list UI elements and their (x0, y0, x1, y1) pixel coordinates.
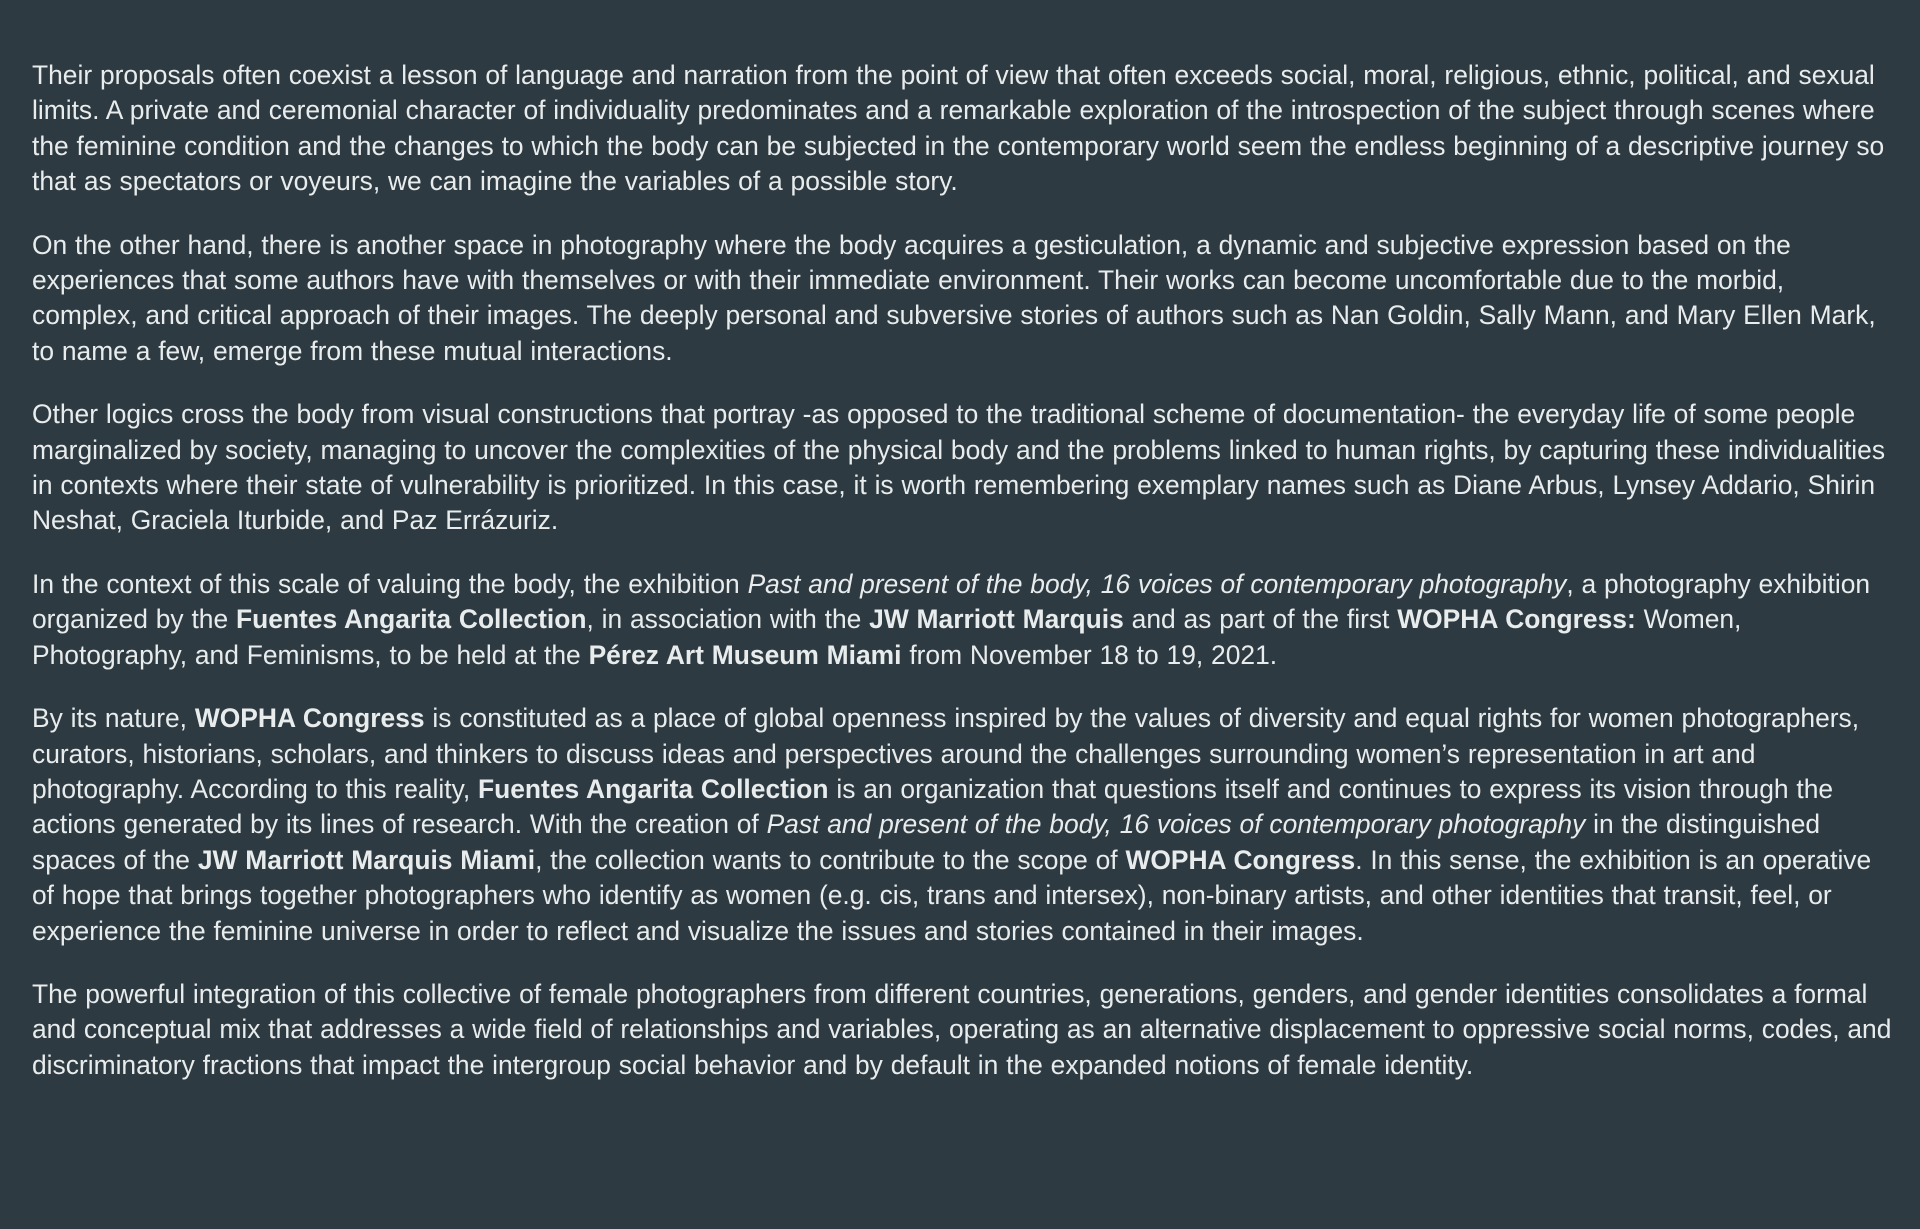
paragraph-4-text: Women, Photography, and Feminisms, to be held at the (32, 604, 1742, 670)
paragraph-4-text: from November 18 to 19, 2021. (901, 639, 1278, 670)
exhibition-title: Past and present of the body, 16 voices of contemporary photography (747, 568, 1567, 599)
hotel-name: JW Marriott Marquis (869, 604, 1124, 635)
paragraph-2: On the other hand, there is another space in photography where the body acquires a gesticulation, a dynamic and subjective expression based on the experiences that some authors have with themselves or with their immediate environment. Their works can become uncomfortable due to the morbid, complex, and critical approach of their images. The deeply personal and subversive stories of authors such as Nan Goldin, Sally Mann, and Mary Ellen Mark, to name a few, emerge from these mutual interactions. (32, 229, 1876, 366)
paragraph-5-text: By its nature, (32, 703, 195, 734)
paragraph-5-text: is constituted as a place of global openness inspired by the values of diversity and equal rights for women photographers, curators, historians, scholars, and thinkers to discuss ideas and perspectives around the challenges surrounding women’s representation in art and photography. According to this reality, (32, 703, 1860, 804)
collection-name: Fuentes Angarita Collection (478, 773, 829, 804)
paragraph-4 (32, 567, 1896, 673)
paragraph-5-text: is an organization that questions itself and continues to express its vision through the actions generated by its lines of research. With the creation of (32, 773, 1834, 840)
paragraph-1: Their proposals often coexist a lesson of language and narration from the point of view that often exceeds social, moral, religious, ethnic, political, and sexual limits. A private and ceremonial character of individuality predominates and a remarkable exploration of the introspection of the subject through scenes where the feminine condition and the changes to which the body can be subjected in the contemporary world seem the endless beginning of a descriptive journey so that as spectators or voyeurs, we can imagine the variables of a possible story. (32, 60, 1885, 197)
paragraph-4-text: and as part of the first (1123, 604, 1398, 635)
paragraph-4-text: , a photography exhibition organized by the (32, 568, 1871, 635)
collection-name: Fuentes Angarita Collection (235, 604, 587, 635)
paragraph-3: Other logics cross the body from visual constructions that portray -as opposed to the traditional scheme of documentation- the everyday life of some people marginalized by society, managing to uncover the complexities of the physical body and the problems linked to human rights, by capturing these individualities in contexts where their state of vulnerability is prioritized. In this case, it is worth remembering exemplary names such as Diane Arbus, Lynsey Addario, Shirin Neshat, Graciela Iturbide, and Paz Errázuriz. (32, 399, 1886, 536)
congress-name: WOPHA Congress (1125, 844, 1356, 875)
paragraph-5-text: . In this sense, the exhibition is an operative of hope that brings together photographers who identify as women (e.g. cis, trans and intersex), non-binary artists, and other identities that transit, feel, or experience the feminine universe in order to reflect and visualize the issues and stories contained in their images. (32, 844, 1872, 946)
congress-name: WOPHA Congress: (1397, 604, 1636, 635)
hotel-name: JW Marriott Marquis Miami (197, 844, 536, 875)
paragraph-6: The powerful integration of this collective of female photographers from different countries, generations, genders, and gender identities consolidates a formal and conceptual mix that addresses a wide field of relationships and variables, operating as an alternative displacement to oppressive social norms, codes, and discriminatory fractions that impact the intergroup social behavior and by default in the expanded notions of female identity. (32, 978, 1892, 1080)
congress-name: WOPHA Congress (194, 703, 425, 734)
paragraph-4-text: , in association with the (586, 604, 870, 635)
paragraph-5 (32, 701, 1896, 949)
paragraph-5-text: in the distinguished spaces of the (32, 809, 1821, 875)
museum-name: Pérez Art Museum Miami (588, 639, 902, 670)
paragraph-5-text: , the collection wants to contribute to the scope of (535, 844, 1126, 875)
paragraph-4-text: In the context of this scale of valuing the body, the exhibition (32, 568, 748, 599)
exhibition-title: Past and present of the body, 16 voices of contemporary photography (766, 809, 1586, 840)
